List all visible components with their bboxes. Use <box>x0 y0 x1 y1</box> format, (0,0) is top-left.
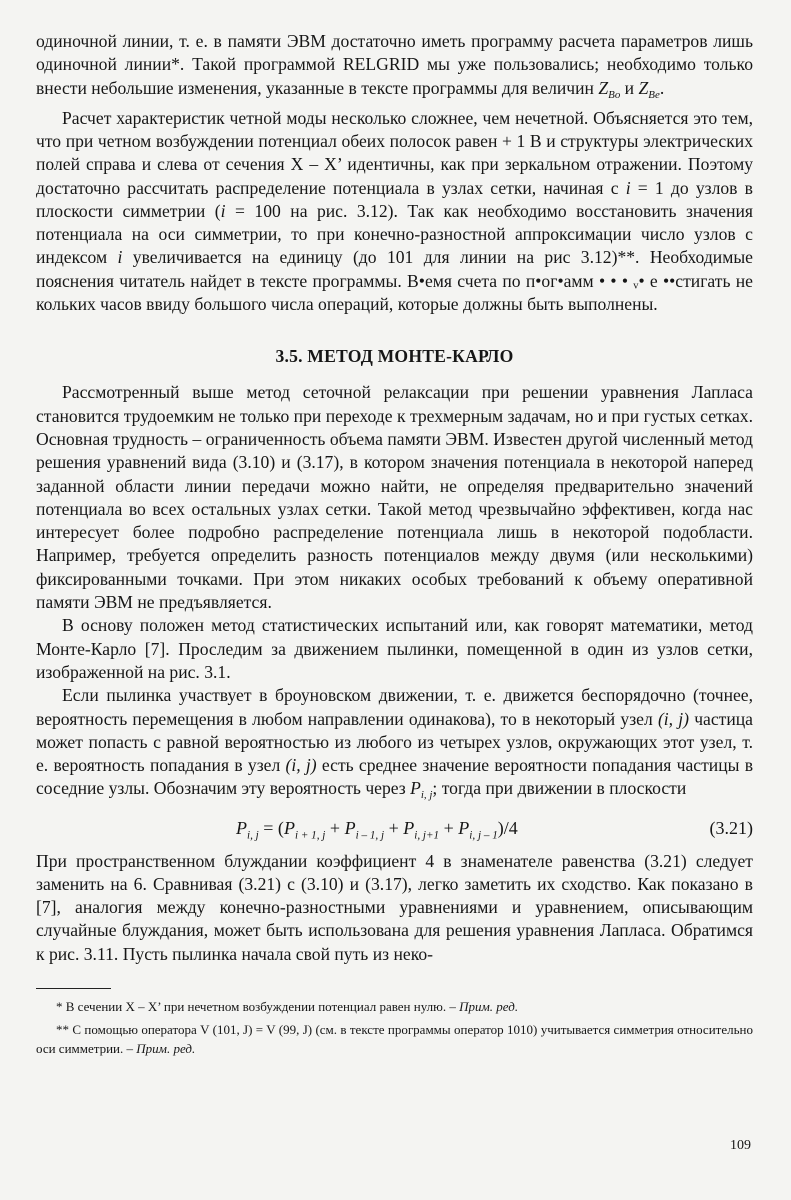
eq-term-4: P <box>458 817 470 838</box>
eq-term-1: P <box>283 817 295 838</box>
paragraph-2-text-d: увеличивается на единицу (до 101 для линии на рис 3.12)**. Необходимые пояснения читатель найдет в тексте программы. В•емя счета по п•ог•амм • • • ᵥ• е ••стигать не кольких часов ввиду большого числа операций, которые должны быть выполнены. <box>36 247 753 315</box>
equation-number: (3.21) <box>709 817 753 838</box>
paragraph-1-conjunction: и <box>620 77 639 98</box>
paragraph-5-text-d: ; тогда при движении в плоскости <box>432 778 687 799</box>
paragraph-6: При пространственном блуждании коэффициент 4 в знаменателе равенства (3.21) следует заменить на 6. Сравнивая (3.21) с (3.10) и (3.17), легко заметить их сходство. Как показано в [7], аналогия между конечно-разностными уравнениями и уравнением, описывающим случайные блуждания, может быть использована для решения уравнения Лапласа. Обратимся к рис. 3.11. Пусть пылинка начала свой путь из неко- <box>36 850 753 964</box>
symbol-z-be-subscript: Be <box>648 88 660 101</box>
paragraph-3: Рассмотренный выше метод сеточной релаксации при решении уравнения Лапласа становится трудоемким не только при переходе к трехмерным задачам, но и при густых сетках. Основная трудность – ограниченность объема памяти ЭВМ. Известен другой численный метод решения уравнений вида (3.10) и (3.17), в котором значения потенциала в некоторой наперед заданной области линии передачи можно найти, не определяя предварительно значений потенциала во всех остальных узлах сетки. Такой метод чрезвычайно эффективен, когда нас интересует более подробно распределение потенциала лишь в некоторой подобласти. Например, требуется определить разность потенциалов между двумя (или несколькими) фиксированными точками. При этом никаких особых требований к объему оперативной памяти ЭВМ не предъявляется. <box>36 382 753 613</box>
symbol-p: P <box>410 778 421 799</box>
eq-close: )/4 <box>497 817 518 838</box>
symbol-i: i <box>625 177 631 198</box>
paragraph-1-end: . <box>659 77 665 98</box>
eq-equals: = ( <box>258 817 284 838</box>
symbol-z-bo-subscript: Bo <box>608 88 621 101</box>
eq-term-3-subscript: i, j+1 <box>414 828 440 841</box>
eq-lhs: P <box>236 817 247 838</box>
footnote-1 <box>36 997 753 1016</box>
paragraph-5-text-c: есть среднее значение вероятности попадания частицы в соседние узлы. Обозначим эту вероятность через <box>36 755 753 799</box>
eq-plus: + <box>384 817 404 838</box>
paragraph-2-text-a: Расчет характеристик четной моды несколько сложнее, чем нечетной. Объясняется это тем, что при четном возбуждении потенциал обеих полосок равен + 1 В и структуры электрических полей справа и слева от сечения X – X’ идентичны, как при зеркальном отражении. Поэтому достаточно рассчитать распределение потенциала в узлах сетки, начиная с <box>36 107 753 198</box>
footnote-divider <box>36 988 111 989</box>
eq-term-2: P <box>344 817 356 838</box>
section-title: 3.5. МЕТОД МОНТЕ-КАРЛО <box>275 346 514 367</box>
paragraph-2-text-c: = 100 на рис. 3.12). Так как необходимо восстановить значения потенциала на оси симметрии, то при конечно-разностной аппроксимации число узлов с индексом <box>36 200 753 268</box>
node-index: (i, j) <box>285 755 317 776</box>
eq-plus: + <box>325 817 345 838</box>
page-number: 109 <box>730 1138 751 1153</box>
paragraph-1 <box>36 30 753 107</box>
paragraph-5 <box>36 684 753 807</box>
eq-plus: + <box>439 817 459 838</box>
eq-term-4-subscript: i, j – 1 <box>469 828 498 841</box>
symbol-i: i <box>117 247 123 268</box>
footnote-1-editor-mark: Прим. ред. <box>459 999 519 1015</box>
equation-body <box>236 818 518 841</box>
equation-3-21 <box>36 812 753 848</box>
symbol-p-subscript: i, j <box>420 789 433 802</box>
symbol-z-bo: Z <box>598 77 609 98</box>
eq-term-3: P <box>403 817 415 838</box>
eq-term-2-subscript: i – 1, j <box>355 828 385 841</box>
footnote-2-text: ** С помощью оператора V (101, J) = V (99, J) (см. в тексте программы оператор 1010) учитывается симметрия относительно оси симметрии. – <box>36 1022 753 1057</box>
paragraph-2-text-b: = 1 до узлов в плоскости симметрии ( <box>36 177 753 221</box>
paragraph-1-text: одиночной линии, т. е. в памяти ЭВМ достаточно иметь программу расчета параметров лишь одиночной линии*. Такой программой RELGRID мы уже пользовались; необходимо только внести небольшие изменения, указанные в тексте программы для величин <box>36 31 753 98</box>
paragraph-4: В основу положен метод статистических испытаний или, как говорят математики, метод Монте-Карло [7]. Проследим за движением пылинки, помещенной в один из узлов сетки, изображенной на рис. 3.1. <box>36 615 753 682</box>
footnote-1-text: * В сечении X – X’ при нечетном возбуждении потенциал равен нулю. – <box>56 999 460 1015</box>
paragraph-5-text-a: Если пылинка участвует в броуновском движении, т. е. движется беспорядочно (точнее, вероятность перемещения в любом направлении одинакова), то в некоторый узел <box>36 685 753 729</box>
paragraph-2 <box>36 107 753 317</box>
eq-lhs-subscript: i, j <box>247 828 259 841</box>
footnote-2-editor-mark: Прим. ред. <box>136 1041 196 1057</box>
symbol-z-be: Z <box>638 77 649 98</box>
symbol-i: i <box>220 200 226 221</box>
footnote-2 <box>36 1020 753 1058</box>
node-index: (i, j) <box>657 708 690 729</box>
eq-term-1-subscript: i + 1, j <box>294 828 326 841</box>
paragraph-5-text-b: частица может попасть с равной вероятностью из любого из четырех узлов, окружающих этот узел, т. е. вероятность попадания в узел <box>36 708 753 776</box>
